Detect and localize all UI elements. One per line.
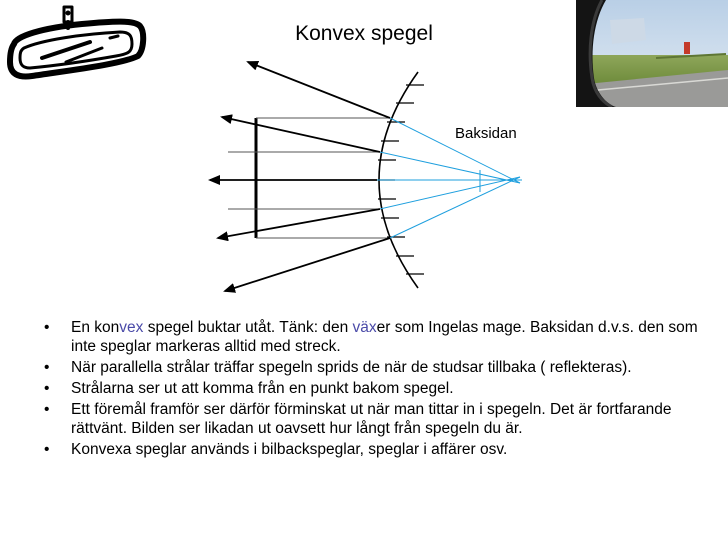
bullet-item [44, 400, 720, 438]
bullet-text: Konvexa speglar används i bilbackspeglar, speglar i affärer osv. [71, 441, 508, 458]
reflected-rays [210, 62, 390, 291]
bullet-dot: • [44, 380, 50, 397]
slide-title: Konvex spegel [295, 22, 433, 45]
bullet-dot: • [44, 441, 50, 458]
bullet-text: Strålarna ser ut att komma från en punkt bakom spegel. [71, 380, 454, 397]
bullet-text: Ett föremål framför ser därför förminskat ut när man tittar in i spegeln. Det är fortfarande rättvänt. Bilden ser likadan ut oavsett hur långt från spegeln du är. [71, 401, 672, 437]
back-side-label: Baksidan [455, 125, 517, 142]
bullet-item [44, 318, 720, 356]
bullet-item [44, 440, 720, 459]
bullet-text: En konvex spegel buktar utåt. Tänk: den växer som Ingelas mage. Baksidan d.v.s. den som inte speglar markeras alltid med streck. [71, 319, 698, 355]
bullet-dot: • [44, 359, 50, 376]
bullet-item [44, 358, 720, 377]
bullet-dot: • [44, 401, 50, 418]
bullet-list [44, 318, 720, 461]
bullet-item [44, 379, 720, 398]
bullet-text: När parallella strålar träffar spegeln sprids de när de studsar tillbaka ( reflekteras). [71, 359, 632, 376]
bullet-dot: • [44, 319, 50, 336]
